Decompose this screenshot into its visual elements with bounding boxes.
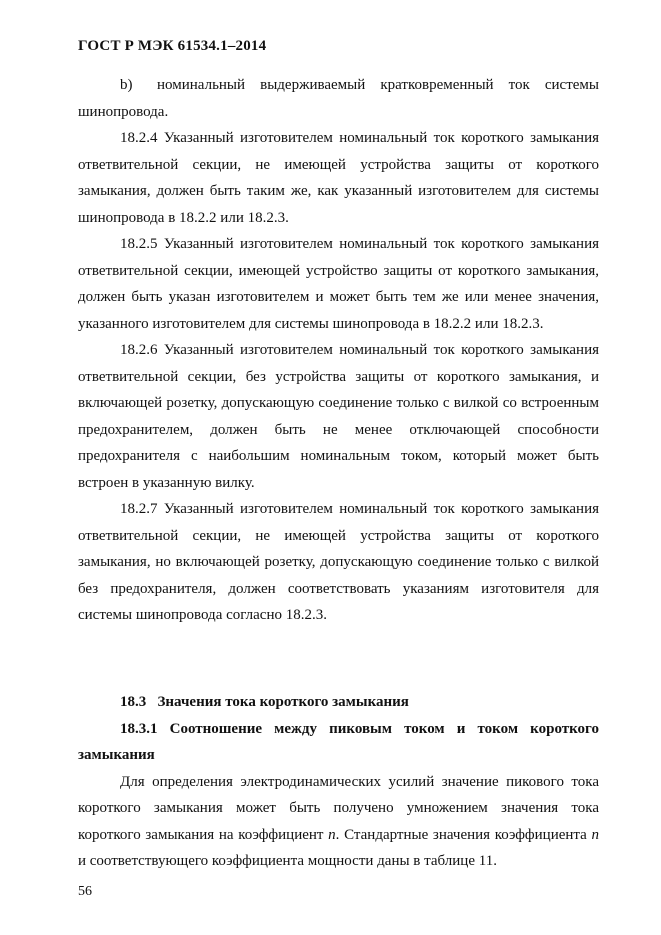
paragraph-18-3-1-body bbox=[78, 769, 599, 875]
paragraph-18-2-6: 18.2.6 Указанный изготовителем номинальный ток короткого замыкания ответвительной секции, без устройства защиты от короткого замыкания, и включающей розетку, допускающую соединение только с вилкой со встроенным предохранителем, должен быть не менее отключающей способности предохранителя с наибольшим номинальным током, который может быть встроен в указанную вилку. bbox=[78, 342, 599, 491]
paragraph-18-2-5: 18.2.5 Указанный изготовителем номинальный ток короткого замыкания ответвительной секции, имеющей устройство защиты от короткого замыкания, должен быть указан изготовителем и может быть тем же или менее значения, указанного изготовителем для системы шинопровода в 18.2.2 или 18.2.3. bbox=[78, 236, 599, 332]
list-item-b bbox=[78, 72, 599, 125]
subsection-heading-18-3-1: 18.3.1 Соотношение между пиковым током и током короткого замыкания bbox=[78, 720, 599, 763]
variable-n-2: n bbox=[591, 826, 599, 843]
body-text-block-2 bbox=[78, 689, 599, 875]
list-item-text: номинальный выдерживаемый кратковременный ток системы шинопровода. bbox=[78, 77, 599, 120]
body-text-block-1 bbox=[78, 72, 599, 629]
section-heading-18-3: 18.3 Значения тока короткого замыкания bbox=[120, 694, 409, 710]
body-text-part-3: и соответствующего коэффициента мощности даны в таблице 11. bbox=[78, 853, 497, 869]
body-text-part-2: . Стандартные значения коэффициента bbox=[335, 826, 592, 843]
paragraph-18-2-4: 18.2.4 Указанный изготовителем номинальный ток короткого замыкания ответвительной секции, не имеющей устройства защиты от короткого замыкания, должен быть таким же, как указанный изготовителем для системы шинопровода в 18.2.2 или 18.2.3. bbox=[78, 130, 599, 226]
list-item-letter: b) bbox=[120, 77, 133, 93]
body-text-part-1: Для определения электродинамических усилий значение пикового тока короткого замыкания может быть получено умножением значения тока короткого замыкания на коэффициент bbox=[78, 773, 599, 843]
page-number: 56 bbox=[78, 884, 92, 899]
variable-n: n bbox=[328, 826, 336, 843]
document-header: ГОСТ Р МЭК 61534.1–2014 bbox=[78, 38, 267, 54]
paragraph-18-2-7: 18.2.7 Указанный изготовителем номинальный ток короткого замыкания ответвительной секции, не имеющей устройства защиты от короткого замыкания, но включающей розетку, допускающую соединение только с вилкой без предохранителя, должен соответствовать указаниям изготовителя для системы шинопровода согласно 18.2.3. bbox=[78, 501, 599, 623]
